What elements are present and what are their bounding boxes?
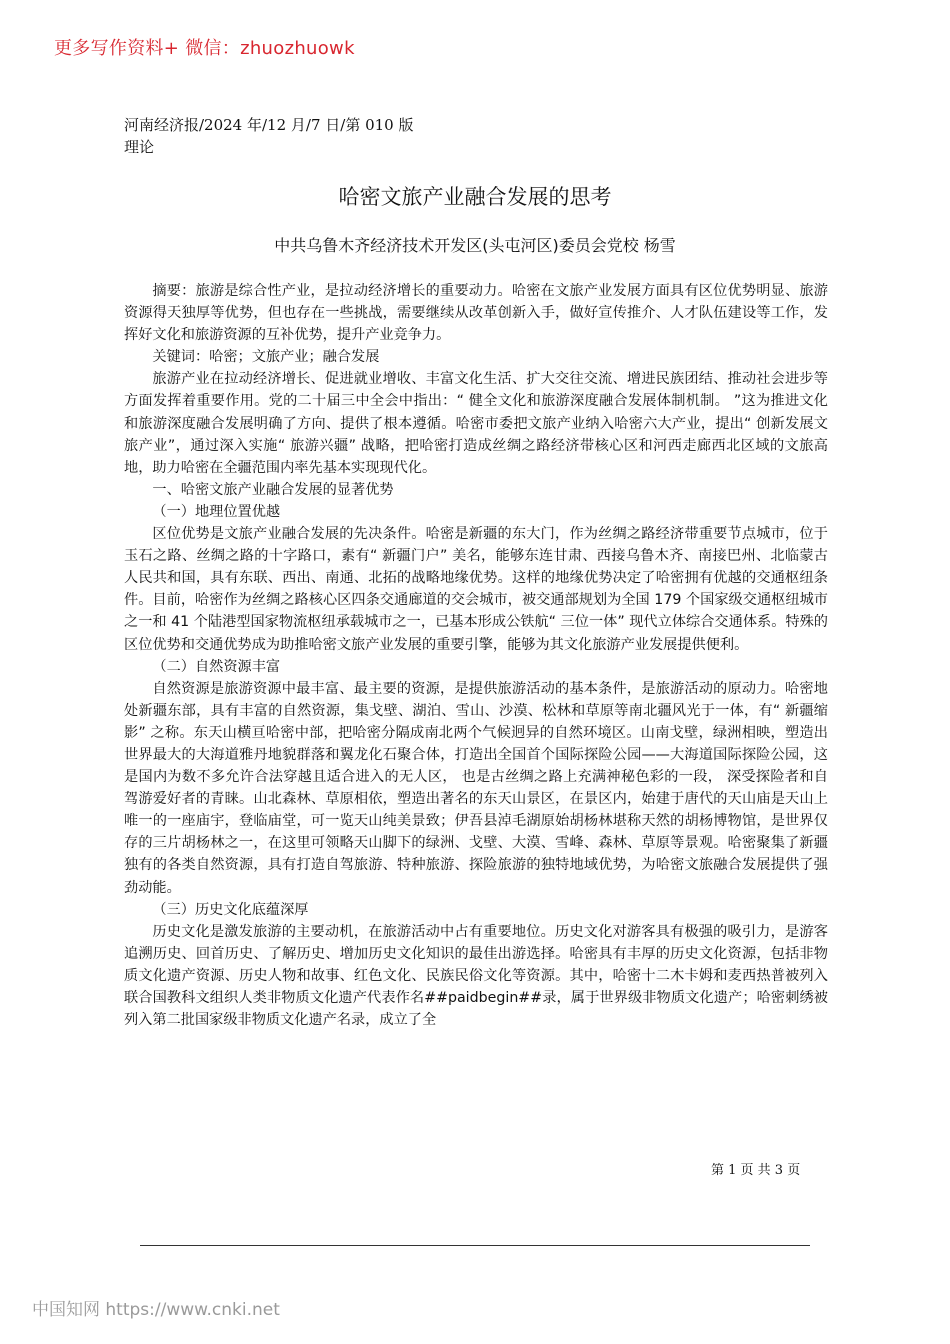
page-number: 第 1 页 共 3 页 (711, 1163, 801, 1178)
section-heading: 一、哈密文旅产业融合发展的显著优势 (152, 481, 394, 498)
article-body (124, 280, 828, 1031)
promo-banner: 更多写作资料+ 微信：zhuozhuowk (54, 38, 355, 59)
source-citation: 河南经济报/2024 年/12 月/7 日/第 010 版理论 (124, 116, 414, 156)
body-paragraph: 历史文化是激发旅游的主要动机，在旅游活动中占有重要地位。历史文化对游客具有极强的吸引力，是游客追溯历史、回首历史、了解历史、增加历史文化知识的最佳出游选择。哈密具有丰厚的历史文化资源，包括非物质文化遗产资源、历史人物和故事、红色文化、民族民俗文化等资源。其中，哈密十二木卡姆和麦西热普被列入联合国教科文组织人类非物质文化遗产代表作名##paidbegin##录，属于世界级非物质文化遗产；哈密刺绣被列入第二批国家级非物质文化遗产名录，成立了全 (124, 923, 828, 1029)
footer-watermark: 中国知网 https://www.cnki.net (32, 1300, 280, 1320)
article-author: 中共乌鲁木齐经济技术开发区(头屯河区)委员会党校 杨雪 (274, 236, 676, 255)
subsection-heading: （二）自然资源丰富 (152, 658, 281, 675)
body-paragraph: 旅游产业在拉动经济增长、促进就业增收、丰富文化生活、扩大交往交流、增进民族团结、推动社会进步等方面发挥着重要作用。党的二十届三中全会中指出：“ 健全文化和旅游深度融合发展体制机制。 ”这为推进文化和旅游深度融合发展明确了方向、提供了根本遵循。哈密市委把文旅产业纳入哈密六大产业，提出“ 创新发展文旅产业”，通过深入实施“ 旅游兴疆” 战略，把哈密打造成丝绸之路经济带核心区和河西走廊西北区域的文旅高地，助力哈密在全疆范围内率先基本实现现代化。 (124, 371, 828, 476)
footer-divider (140, 1245, 810, 1246)
subsection-heading: （一）地理位置优越 (152, 503, 281, 520)
subsection-heading: （三）历史文化底蕴深厚 (152, 901, 309, 918)
abstract-paragraph: 摘要：旅游是综合性产业，是拉动经济增长的重要动力。哈密在文旅产业发展方面具有区位优势明显、旅游资源得天独厚等优势，但也存在一些挑战，需要继续从改革创新入手，做好宣传推介、人才队伍建设等工作，发挥好文化和旅游资源的互补优势，提升产业竞争力。 (124, 283, 828, 344)
keywords-paragraph: 关键词：哈密；文旅产业；融合发展 (152, 349, 380, 366)
article-title: 哈密文旅产业融合发展的思考 (338, 185, 612, 209)
body-paragraph: 区位优势是文旅产业融合发展的先决条件。哈密是新疆的东大门，作为丝绸之路经济带重要节点城市，位于玉石之路、丝绸之路的十字路口，素有“ 新疆门户” 美名，能够东连甘肃、西接乌鲁木齐、南接巴州、北临蒙古人民共和国，具有东联、西出、南通、北拓的战略地缘优势。这样的地缘优势决定了哈密拥有优越的交通枢纽条件。目前，哈密作为丝绸之路核心区四条交通廊道的交会城市，被交通部规划为全国 179 个国家级交通枢纽城市之一和 41 个陆港型国家物流枢纽承载城市之一，已基本形成公铁航“ 三位一体” 现代立体综合交通体系。特殊的区位优势和交通优势成为助推哈密文旅产业发展的重要引擎，能够为其文化旅游产业发展提供便利。 (124, 526, 828, 653)
body-paragraph: 自然资源是旅游资源中最丰富、最主要的资源，是提供旅游活动的基本条件，是旅游活动的原动力。哈密地处新疆东部，具有丰富的自然资源，集戈壁、湖泊、雪山、沙漠、松林和草原等南北疆风光于一体，有“ 新疆缩影” 之称。东天山横亘哈密中部，把哈密分隔成南北两个气候迥异的自然环境区。山南戈壁，绿洲相映，塑造出世界最大的大海道雅丹地貌群落和翼龙化石聚合体，打造出全国首个国际探险公园——大海道国际探险公园，这是国内为数不多允许合法穿越且适合进入的无人区， 也是古丝绸之路上充满神秘色彩的一段， 深受探险者和自驾游爱好者的青睐。山北森林、草原相依，塑造出著名的东天山景区，在景区内，始建于唐代的天山庙是天山上唯一的一座庙宇，登临庙堂，可一览天山纯美景致；伊吾县淖毛湖原始胡杨林堪称天然的胡杨博物馆，是世界仅存的三片胡杨林之一，在这里可领略天山脚下的绿洲、戈壁、大漠、雪峰、森林、草原等景观。哈密聚集了新疆独有的各类自然资源，具有打造自驾旅游、特种旅游、探险旅游的独特地域优势，为哈密文旅融合发展提供了强劲动能。 (124, 680, 828, 896)
